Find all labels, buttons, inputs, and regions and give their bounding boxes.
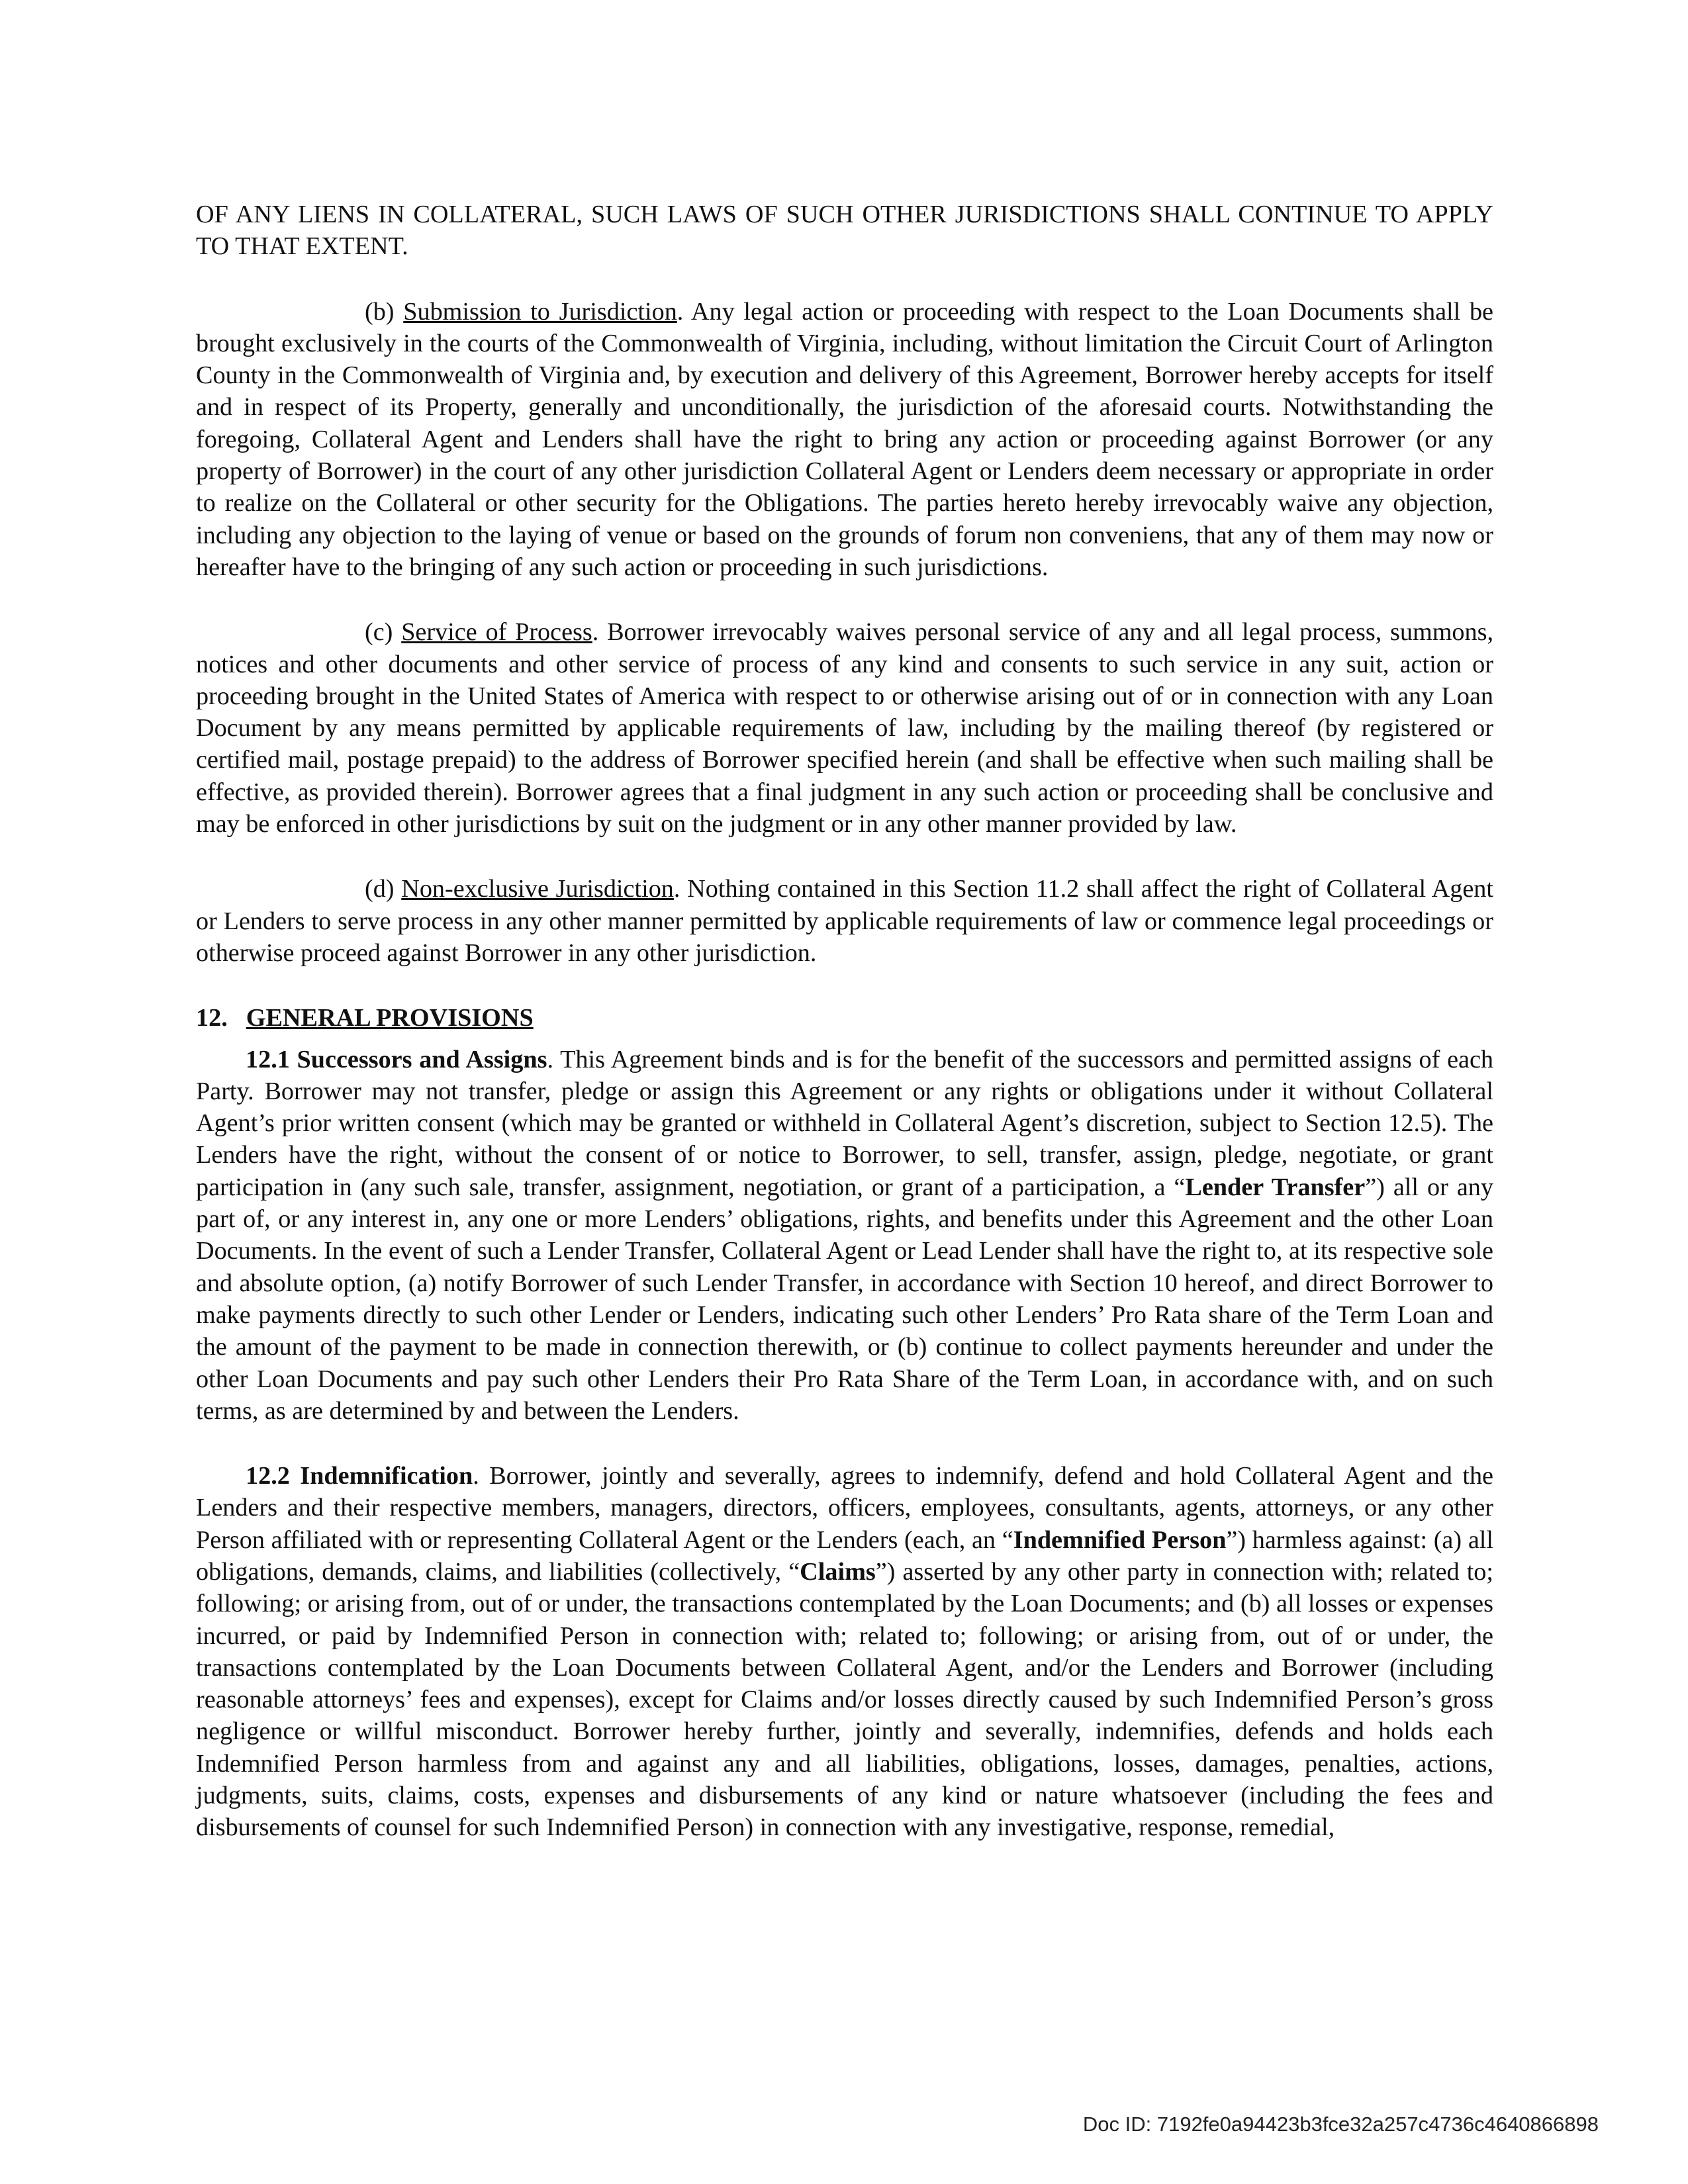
- defined-term: Lender Transfer: [1185, 1173, 1366, 1201]
- paragraph-service-of-process: [196, 616, 1493, 840]
- paragraph-non-exclusive-jurisdiction: [196, 873, 1493, 969]
- clause-text: . This Agreement binds and is for the benefit of the successors and permitted assigns of each Party. Borrower may not transfer, pledge or assign this Agreement or any rights or obligations under it without Collateral Agent’s prior written consent (which may be granted or withheld in Collateral Agent’s discretion, subject to Section 12.5). The Lenders have the right, without the consent of or notice to Borrower, to sell, transfer, assign, pledge, negotiate, or grant participation in (any such sale, transfer, assignment, negotiation, or grant of a participation, a “: [196, 1045, 1494, 1201]
- paragraph-text: . Borrower irrevocably waives personal service of any and all legal process, summons, notices and other documents and other service of process of any kind and consents to such service in any suit, action or proceeding brought in the United States of America with respect to or otherwise arising out of or in connection with any Loan Document by any means permitted by applicable requirements of law, including by the mailing thereof (by registered or certified mail, postage prepaid) to the address of Borrower specified herein (and shall be effective when such mailing shall be effective, as provided therein). Borrower agrees that a final judgment in any such action or proceeding shall be conclusive and may be enforced in other jurisdictions by suit on the judgment or in any other manner provided by law.: [196, 618, 1493, 839]
- paragraph-heading: Service of Process: [401, 618, 592, 647]
- defined-term: Indemnified Person: [1013, 1525, 1227, 1554]
- clause-text: . Borrower, jointly and severally, agrees to indemnify, defend and hold Collateral Agent and the Lenders and their respective members, managers, directors, officers, employees, consultants, agents, attorneys, or any other Person affiliated with or representing Collateral Agent or the Lenders (each, an “: [196, 1462, 1493, 1554]
- document-page: [196, 199, 1493, 1877]
- paragraph-label: (d): [365, 875, 395, 903]
- clause-heading: 12.1 Successors and Assigns: [246, 1045, 547, 1073]
- paragraph-label: (b): [365, 297, 395, 326]
- clause-text: ”) harmless against: (a) all obligations, demands, claims, and liabilities (collectively, “: [196, 1525, 1493, 1586]
- section-number: 12.: [196, 1004, 228, 1032]
- paragraph-text: . Nothing contained in this Section 11.2 shall affect the right of Collateral Agent or Lenders to serve process in any other manner permitted by applicable requirements of law or commence legal proceedings or otherwise proceed against Borrower in any other jurisdiction.: [196, 875, 1493, 967]
- clause-text: ”) asserted by any other party in connection with; related to; following; or arising from, out of or under, the transactions contemplated by the Loan Documents; and (b) all losses or expenses incurred, or paid by Indemnified Person in connection with; related to; following; or arising from, out of or under, the transactions contemplated by the Loan Documents between Collateral Agent, and/or the Lenders and Borrower (including reasonable attorneys’ fees and expenses), except for Claims and/or losses directly caused by such Indemnified Person’s gross negligence or willful misconduct. Borrower hereby further, jointly and severally, indemnifies, defends and holds each Indemnified Person harmless from and against any and all liabilities, obligations, losses, damages, penalties, actions, judgments, suits, claims, costs, expenses and disbursements of any kind or nature whatsoever (including the fees and disbursements of counsel for such Indemnified Person) in connection with any investigative, response, remedial,: [196, 1557, 1494, 1842]
- paragraph-submission-to-jurisdiction: [196, 296, 1493, 584]
- doc-id-footer: Doc ID: 7192fe0a94423b3fce32a257c4736c4640866898: [1082, 2113, 1599, 2136]
- defined-term: Claims: [800, 1557, 876, 1586]
- clause-heading: 12.2 Indemnification: [246, 1462, 473, 1490]
- paragraph-label: (c): [365, 618, 393, 647]
- clause-indemnification: [196, 1460, 1493, 1844]
- continuation-paragraph: OF ANY LIENS IN COLLATERAL, SUCH LAWS OF SUCH OTHER JURISDICTIONS SHALL CONTINUE TO APPLY TO THAT EXTENT.: [196, 201, 1493, 261]
- paragraph-heading: Submission to Jurisdiction: [403, 297, 677, 326]
- clause-text: ”) all or any part of, or any interest in, any one or more Lenders’ obligations, rights, and benefits under this Agreement and the other Loan Documents. In the event of such a Lender Transfer, Collateral Agent or Lead Lender shall have the right to, at its respective sole and absolute option, (a) notify Borrower of such Lender Transfer, in accordance with Section 10 hereof, and direct Borrower to make payments directly to such other Lender or Lenders, indicating such other Lenders’ Pro Rata share of the Term Loan and the amount of the payment to be made in connection therewith, or (b) continue to collect payments hereunder and under the other Loan Documents and pay such other Lenders their Pro Rata Share of the Term Loan, in accordance with, and on such terms, as are determined by and between the Lenders.: [196, 1173, 1493, 1425]
- section-title: GENERAL PROVISIONS: [246, 1004, 534, 1032]
- paragraph-heading: Non-exclusive Jurisdiction: [401, 875, 674, 903]
- paragraph-text: . Any legal action or proceeding with respect to the Loan Documents shall be brought exclusively in the courts of the Commonwealth of Virginia, including, without limitation the Circuit Court of Arlington County in the Commonwealth of Virginia and, by execution and delivery of this Agreement, Borrower hereby accepts for itself and in respect of its Property, generally and unconditionally, the jurisdiction of the aforesaid courts. Notwithstanding the foregoing, Collateral Agent and Lenders shall have the right to bring any action or proceeding against Borrower (or any property of Borrower) in the court of any other jurisdiction Collateral Agent or Lenders deem necessary or appropriate in order to realize on the Collateral or other security for the Obligations. The parties hereto hereby irrevocably waive any objection, including any objection to the laying of venue or based on the grounds of forum non conveniens, that any of them may now or hereafter have to the bringing of any such action or proceeding in such jurisdictions.: [196, 297, 1493, 581]
- clause-successors-and-assigns: [196, 1044, 1493, 1428]
- section-heading-general-provisions: [196, 1002, 1493, 1034]
